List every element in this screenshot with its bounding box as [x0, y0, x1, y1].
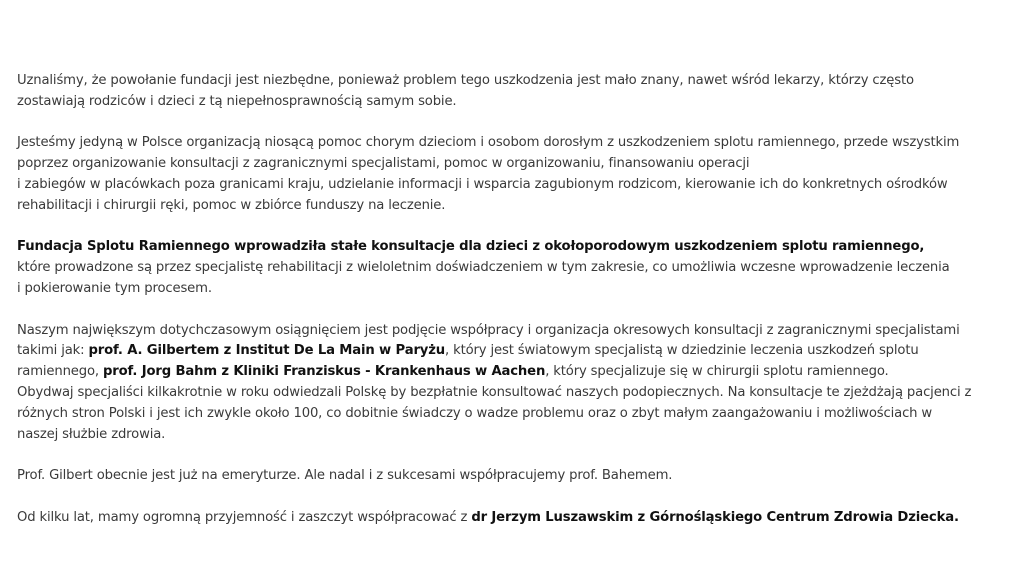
text-line: [17, 237, 1004, 258]
text-segment: ramiennego,: [17, 364, 103, 380]
text-line: [17, 341, 1004, 362]
text-segment: , który jest światowym specjalistą w dziedzinie leczenia uszkodzeń splotu: [445, 343, 919, 359]
text-segment: które prowadzone są przez specjalistę rehabilitacji z wieloletnim doświadczeniem w tym zakresie, co umożliwia wczesne wprowadzenie leczenia: [17, 260, 950, 276]
bold-text-segment: prof. A. Gilbertem z Institut De La Main w Paryżu: [88, 343, 446, 359]
text-line: [17, 425, 1004, 446]
text-segment: różnych stron Polski i jest ich zwykle około 100, co dobitnie świadczy o wadze problemu oraz o zbyt małym zaangażowaniu i możliwościach w: [17, 405, 933, 421]
paragraph: [17, 71, 1004, 113]
bold-text-segment: dr Jerzym Luszawskim z Górnośląskiego Centrum Zdrowia Dziecka.: [471, 509, 959, 525]
text-segment: naszej służbie zdrowia.: [17, 426, 166, 442]
text-line: [17, 175, 1004, 196]
text-line: [17, 321, 1004, 342]
text-segment: Naszym największym dotychczasowym osiągnięciem jest podjęcie współpracy i organizacja okresowych konsultacji z zagranicznymi specjalistami: [17, 322, 960, 338]
text-line: [17, 258, 1004, 279]
text-line: [17, 508, 1004, 529]
text-line: [17, 71, 1004, 92]
text-line: [17, 154, 1004, 175]
text-line: [17, 466, 1004, 487]
text-segment: Prof. Gilbert obecnie jest już na emeryturze. Ale nadal i z sukcesami współpracujemy prof. Bahemem.: [17, 468, 673, 484]
bold-text-segment: Fundacja Splotu Ramiennego wprowadziła stałe konsultacje dla dzieci z okołoporodowym uszkodzeniem splotu ramiennego,: [17, 239, 925, 255]
paragraph: [17, 237, 1004, 299]
paragraph: [17, 133, 1004, 216]
text-segment: poprzez organizowanie konsultacji z zagranicznymi specjalistami, pomoc w organizowaniu, finansowaniu operacji: [17, 156, 750, 172]
text-segment: rehabilitacji i chirurgii ręki, pomoc w zbiórce funduszy na leczenie.: [17, 197, 446, 213]
document-body: [17, 71, 1004, 529]
text-segment: Uznaliśmy, że powołanie fundacji jest niezbędne, ponieważ problem tego uszkodzenia jest mało znany, nawet wśród lekarzy, którzy często: [17, 73, 914, 88]
text-segment: Obydwaj specjaliści kilkakrotnie w roku odwiedzali Polskę by bezpłatnie konsultować naszych podopiecznych. Na konsultacje te zjeżdżają pacjenci z: [17, 384, 972, 400]
text-line: [17, 133, 1004, 154]
text-line: [17, 196, 1004, 217]
text-line: [17, 279, 1004, 300]
text-segment: Jesteśmy jedyną w Polsce organizacją niosącą pomoc chorym dzieciom i osobom dorosłym z uszkodzeniem splotu ramiennego, przede wszystkim: [17, 135, 960, 151]
text-segment: Od kilku lat, mamy ogromną przyjemność i zaszczyt współpracować z: [17, 509, 472, 525]
paragraph: [17, 508, 1004, 529]
text-segment: , który specjalizuje się w chirurgii splotu ramiennego.: [545, 364, 889, 380]
text-segment: i zabiegów w placówkach poza granicami kraju, udzielanie informacji i wsparcia zagubionym rodzicom, kierowanie ich do konkretnych ośrodków: [17, 176, 948, 192]
text-line: [17, 383, 1004, 404]
text-line: [17, 362, 1004, 383]
text-line: [17, 404, 1004, 425]
text-line: [17, 92, 1004, 113]
bold-text-segment: prof. Jorg Bahm z Kliniki Franziskus - Krankenhaus w Aachen: [102, 364, 546, 380]
text-segment: takimi jak:: [17, 343, 89, 359]
text-segment: i pokierowanie tym procesem.: [17, 280, 212, 296]
paragraph: [17, 321, 1004, 446]
paragraph: [17, 466, 1004, 487]
text-segment: zostawiają rodziców i dzieci z tą niepełnosprawnością samym sobie.: [17, 93, 457, 109]
